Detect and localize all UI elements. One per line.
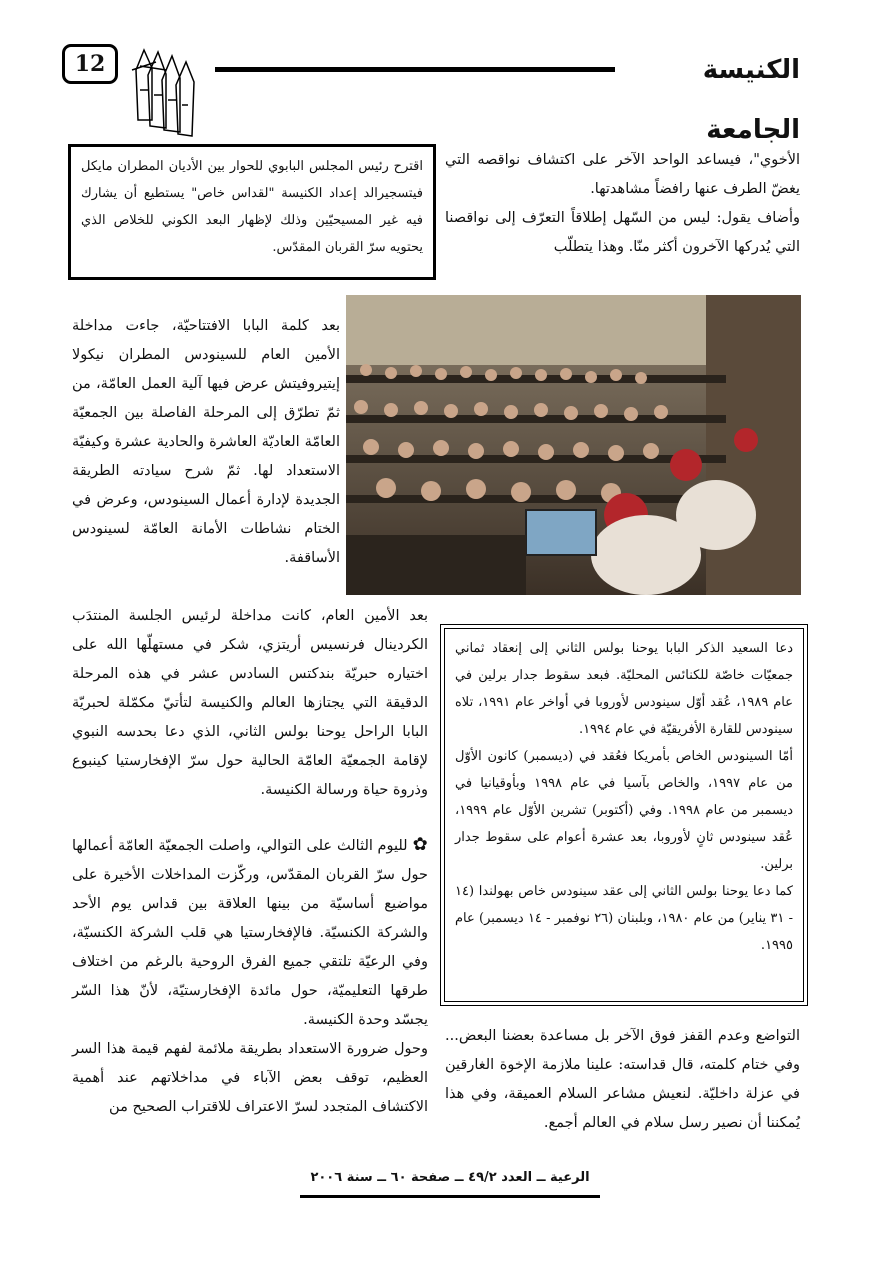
paragraph: التواضع وعدم القفز فوق الآخر بل مساعدة بعضنا البعض... وفي ختام كلمته، قال قداسته: علينا ملازمة الإخوة الغارقين في عزلة داخليّة. لنعيش مشاعر السلام العميقة، وفي هذا يُمكننا أن نصير رسل سلام في العالم أجمع. bbox=[445, 1028, 800, 1131]
paragraph: وحول ضرورة الاستعداد بطريقة ملائمة لفهم قيمة هذا السر العظيم، توقف بعض الآباء في مداخلاتهم عند أهمية الاكتشاف المتجدد لسرّ الاعتراف للاقتراب الصحيح من bbox=[72, 1041, 428, 1115]
paragraph: وأضاف يقول: ليس من السّهل إطلاقاً التعرّف إلى نواقصنا التي يُدركها الآخرون أكثر منّا. وهذا يتطلّب bbox=[445, 210, 800, 255]
boxed-note-top bbox=[68, 144, 436, 280]
paragraph: لليوم الثالث على التوالي، واصلت الجمعيّة العامّة أعمالها حول سرّ القربان المقدّس، وركّزت المداخلات الأخيرة على مواضيع أساسيّة من بينها العلاقة بين قداس يوم الأحد والشركة الكنسيّة. فالإفخارستيا هي قلب الشركة الكنسيّة، وفي الرعيّة تلتقي جميع الفرق الروحية بالرغم من اختلاف طرقها التعليميّة، حول مائدة الإفخارستيّة، لأنّ هذا السّر يجسّد وحدة الكنيسة. bbox=[72, 838, 428, 1028]
paragraph-with-bullet bbox=[72, 830, 428, 1035]
header-rule bbox=[215, 67, 615, 72]
column-top-right bbox=[445, 146, 800, 266]
footer-text: الرعية ــ العدد ٤٩/٢ ــ صفحة ٦٠ ــ سنة ٢٠٠٦ bbox=[310, 1170, 590, 1185]
page-number bbox=[62, 44, 118, 84]
column-left-full bbox=[72, 602, 428, 862]
column-right-bottom bbox=[445, 1022, 800, 1152]
boxed-note-paragraph: أمّا السينودس الخاص بأمريكا فعُقد في (ديسمبر) كانون الأوّل من عام ١٩٩٧، والخاص بآسيا في عام ١٩٩٨ وبأوقيانيا في ديسمبر من عام ١٩٩٨. وفي (أكتوبر) تشرين الأوّل عام ١٩٩٩، عُقد سينودس ثانٍ لأوروبا، بعد عشرة أعوام على سقوط جدار برلين. bbox=[455, 749, 794, 872]
magazine-title: الكنيسة الجامعة bbox=[702, 55, 800, 145]
boxed-note-text: اقترح رئيس المجلس البابوي للحوار بين الأديان المطران مايكل فيتسجيرالد إعداد الكنيسة "لقداس خاص" يستطيع أن يشارك فيه غير المسيحيّين وذلك لإظهار البعد الكوني للخلاص الذي يحتويه سرّ القربان المقدّس. bbox=[81, 159, 423, 255]
paragraph: بعد كلمة البابا الافتتاحيّة، جاءت مداخلة الأمين العام للسينودس المطران نيكولا إيتيروفيتش عرض فيها آلية العمل العامّة، من ثمّ تطرّق إلى المرحلة الفاصلة بين الجمعيّة العامّة العاديّة العاشرة والحادية عشرة وكيفيّة الاستعداد لها. ثمّ شرح سيادته الطريقة الجديدة لإدارة أعمال السينودس، وعرض في الختام نشاطات الأمانة العامّة لسينودس الأساقفة. bbox=[72, 318, 340, 566]
page-number-text: 12 bbox=[74, 51, 106, 77]
boxed-note-right bbox=[444, 628, 804, 1002]
flower-icon: ✿ bbox=[412, 834, 429, 855]
footer-rule bbox=[300, 1195, 600, 1198]
column-left-middle bbox=[72, 312, 340, 602]
paragraph: بعد الأمين العام، كانت مداخلة لرئيس الجلسة المنتدَب الكردينال فرنسيس أريتزي، شكر في مستهلّها الله على اختياره حبريّة بندكتس السادس عشر في هذه المرحلة الدقيقة التي يجتازها العالم والكنيسة لتأتيّ مكمّلة لحبريّة البابا الراحل يوحنا بولس الثاني، الذي دعا بحدسه النبوي لإقامة الجمعيّة العامّة الحالية حول سرّ الإفخارستيا كينبوع وذروة حياة ورسالة الكنيسة. bbox=[72, 608, 428, 798]
boxed-note-paragraph: دعا السعيد الذكر البابا يوحنا بولس الثاني إلى إنعقاد ثماني جمعيّات خاصّة للكنائس المحليّة. فبعد سقوط جدار برلين في عام ١٩٨٩، عُقد أوّل سينودس لأوروبا في أواخر عام ١٩٩١، تلاه سينودس للقارة الأفريقيّة في عام ١٩٩٤. bbox=[455, 641, 793, 737]
boxed-note-paragraph: كما دعا يوحنا بولس الثاني إلى عقد سينودس خاص بهولندا (١٤ - ٣١ يناير) من عام ١٩٨٠، وبلبنان (٢٦ نوفمبر - ١٤ ديسمبر) عام ١٩٩٥. bbox=[455, 884, 793, 953]
synod-assembly-photo bbox=[346, 295, 801, 595]
paragraph: الأخوي"، فيساعد الواحد الآخر على اكتشاف نواقصه التي يغضّ الطرف عنها رافضاً مشاهدتها. bbox=[445, 152, 800, 197]
praying-hands-icon bbox=[126, 40, 206, 140]
